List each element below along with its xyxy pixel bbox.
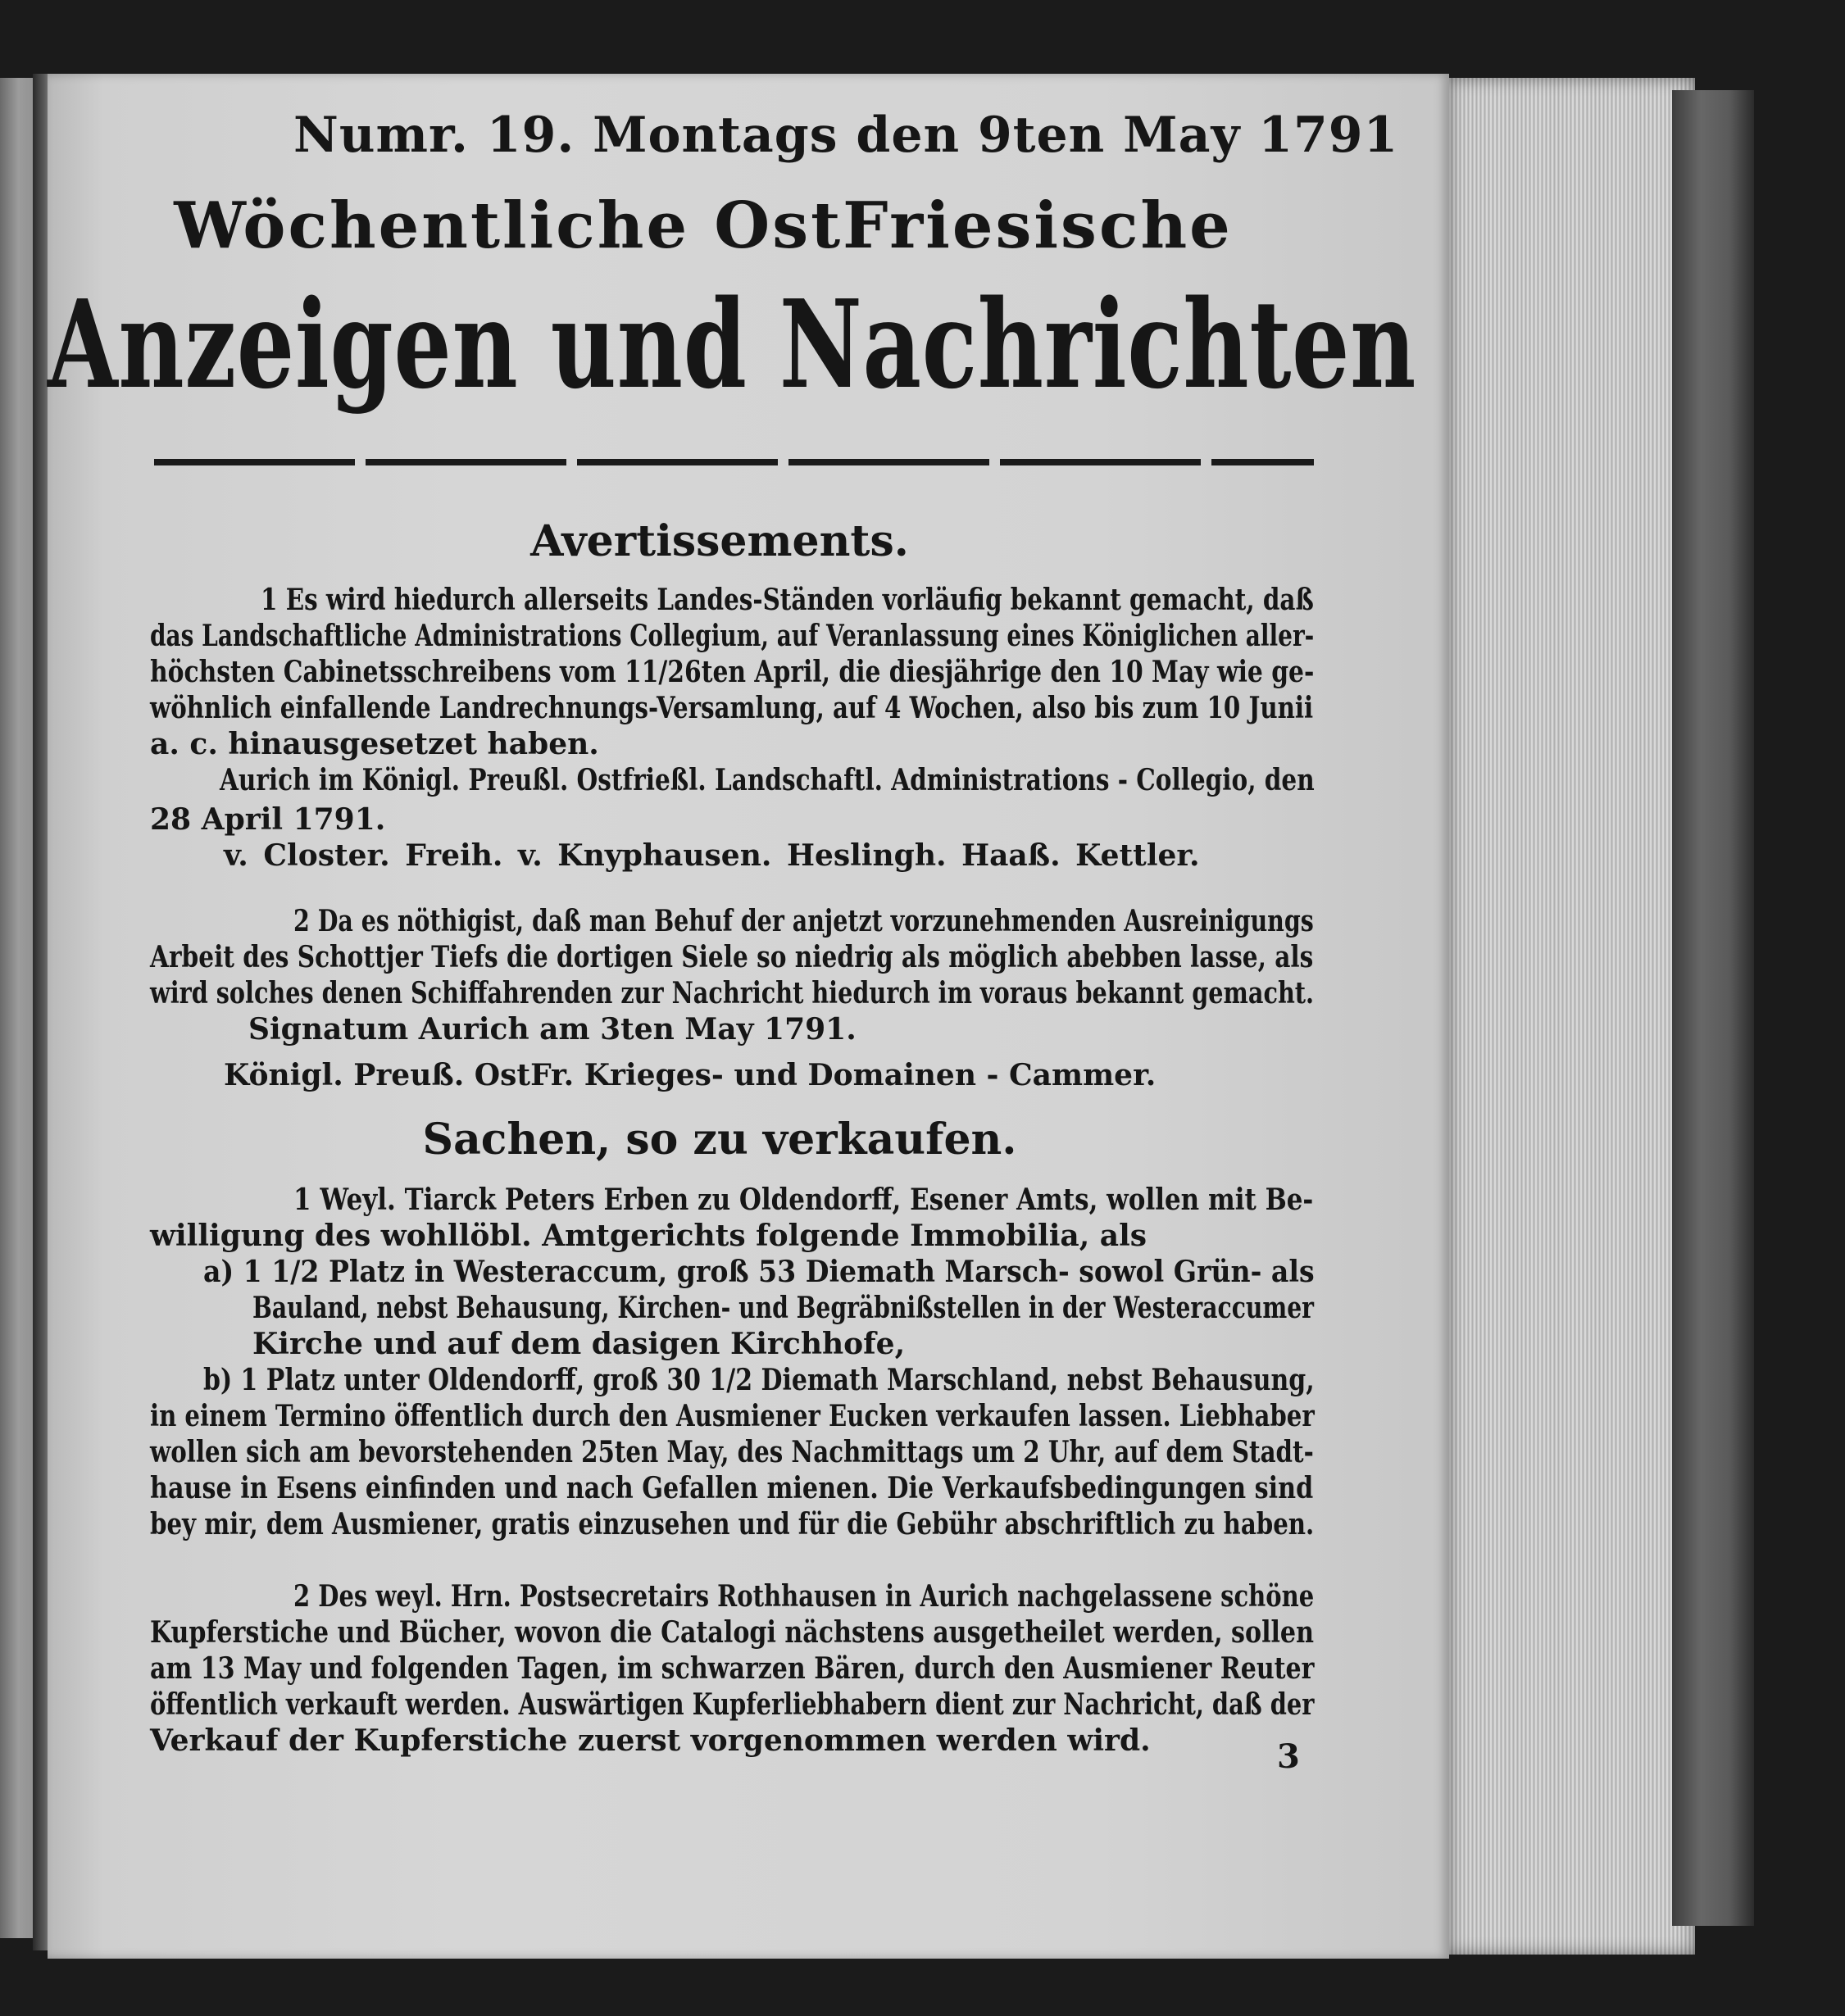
- section-heading-avertissements: Avertissements.: [530, 516, 909, 566]
- text-line: höchsten Cabinetsschreibens vom 11/26ten April, die diesjährige den 10 May wie ge-: [150, 655, 1315, 689]
- text-line: Signatum Aurich am 3ten May 1791.: [248, 1012, 857, 1047]
- text-line: wöhnlich einfallende Landrechnungs-Versamlung, auf 4 Wochen, also bis zum 10 Junii: [150, 691, 1314, 725]
- text-line: 1 Weyl. Tiarck Peters Erben zu Oldendorff, Esener Amts, wollen mit Be-: [293, 1183, 1314, 1217]
- text-line: öffentlich verkauft werden. Auswärtigen Kupferliebhabern dient zur Nachricht, daß der: [150, 1687, 1315, 1722]
- text-line: 1 Es wird hiedurch allerseits Landes-Ständen vorläufig bekannt gemacht, daß: [261, 583, 1314, 617]
- text-line: Kupferstiche und Bücher, wovon die Catalogi nächstens ausgetheilet werden, sollen: [150, 1615, 1314, 1650]
- text-line: wollen sich am bevorstehenden 25ten May, des Nachmittags um 2 Uhr, auf dem Stadt-: [150, 1435, 1314, 1469]
- masthead-line1: Wöchentliche OstFriesische: [174, 188, 1233, 263]
- text-line: Arbeit des Schottjer Tiefs die dortigen Siele so niedrig als möglich abebben lasse, als: [150, 940, 1314, 974]
- text-line: a. c. hinausgesetzet haben.: [150, 727, 599, 761]
- text-line: hause in Esens einfinden und nach Gefallen mienen. Die Verkaufsbedingungen sind: [150, 1471, 1314, 1505]
- text-line: am 13 May und folgenden Tagen, im schwarzen Bären, durch den Ausmiener Reuter: [150, 1651, 1315, 1686]
- text-line: das Landschaftliche Administrations Collegium, auf Veranlassung eines Königlichen aller-: [150, 619, 1315, 653]
- text-line: 2 Da es nöthigist, daß man Behuf der anjetzt vorzunehmenden Ausreinigungs: [293, 904, 1314, 938]
- text-line: a) 1 1/2 Platz in Westeraccum, groß 53 Diemath Marsch- sowol Grün- als: [203, 1255, 1315, 1289]
- issue-line: Numr. 19. Montags den 9ten May 1791: [293, 107, 1399, 164]
- text-line: Bauland, nebst Behausung, Kirchen- und Begräbnißstellen in der Westeraccumer: [252, 1291, 1314, 1325]
- text-line: 2 Des weyl. Hrn. Postsecretairs Rothhausen in Aurich nachgelassene schöne: [293, 1579, 1315, 1614]
- book-cover-edge: [1672, 90, 1754, 1926]
- page-block-edges: [1449, 78, 1695, 1955]
- newspaper-page: [48, 74, 1449, 1959]
- signature-mark: 3: [1277, 1737, 1300, 1776]
- text-line: in einem Termino öffentlich durch den Ausmiener Eucken verkaufen lassen. Liebhaber: [150, 1399, 1315, 1433]
- text-line: Kirche und auf dem dasigen Kirchhofe,: [252, 1327, 906, 1361]
- text-line: bey mir, dem Ausmiener, gratis einzusehen und für die Gebühr abschriftlich zu haben.: [150, 1507, 1315, 1542]
- text-line: Aurich im Königl. Preußl. Ostfrießl. Landschaftl. Administrations - Collegio, den: [220, 763, 1315, 797]
- masthead-rule: [154, 459, 1314, 465]
- text-line: willigung des wohllöbl. Amtgerichts folgende Immobilia, als: [150, 1219, 1147, 1253]
- text-line: b) 1 Platz unter Oldendorff, groß 30 1/2 Diemath Marschland, nebst Behausung,: [203, 1363, 1315, 1397]
- text-line: 28 April 1791.: [150, 802, 386, 837]
- signature-line: v. Closter. Freih. v. Knyphausen. Heslingh. Haaß. Kettler.: [224, 838, 1200, 873]
- masthead-line2: Anzeigen und Nachrichten: [48, 273, 1417, 415]
- signature-line: Königl. Preuß. OstFr. Krieges- und Domainen - Cammer.: [224, 1058, 1157, 1092]
- text-line: Verkauf der Kupferstiche zuerst vorgenommen werden wird.: [150, 1723, 1151, 1758]
- section-heading-sachen: Sachen, so zu verkaufen.: [422, 1115, 1017, 1165]
- text-line: wird solches denen Schiffahrenden zur Nachricht hiedurch im voraus bekannt gemacht.: [150, 976, 1315, 1010]
